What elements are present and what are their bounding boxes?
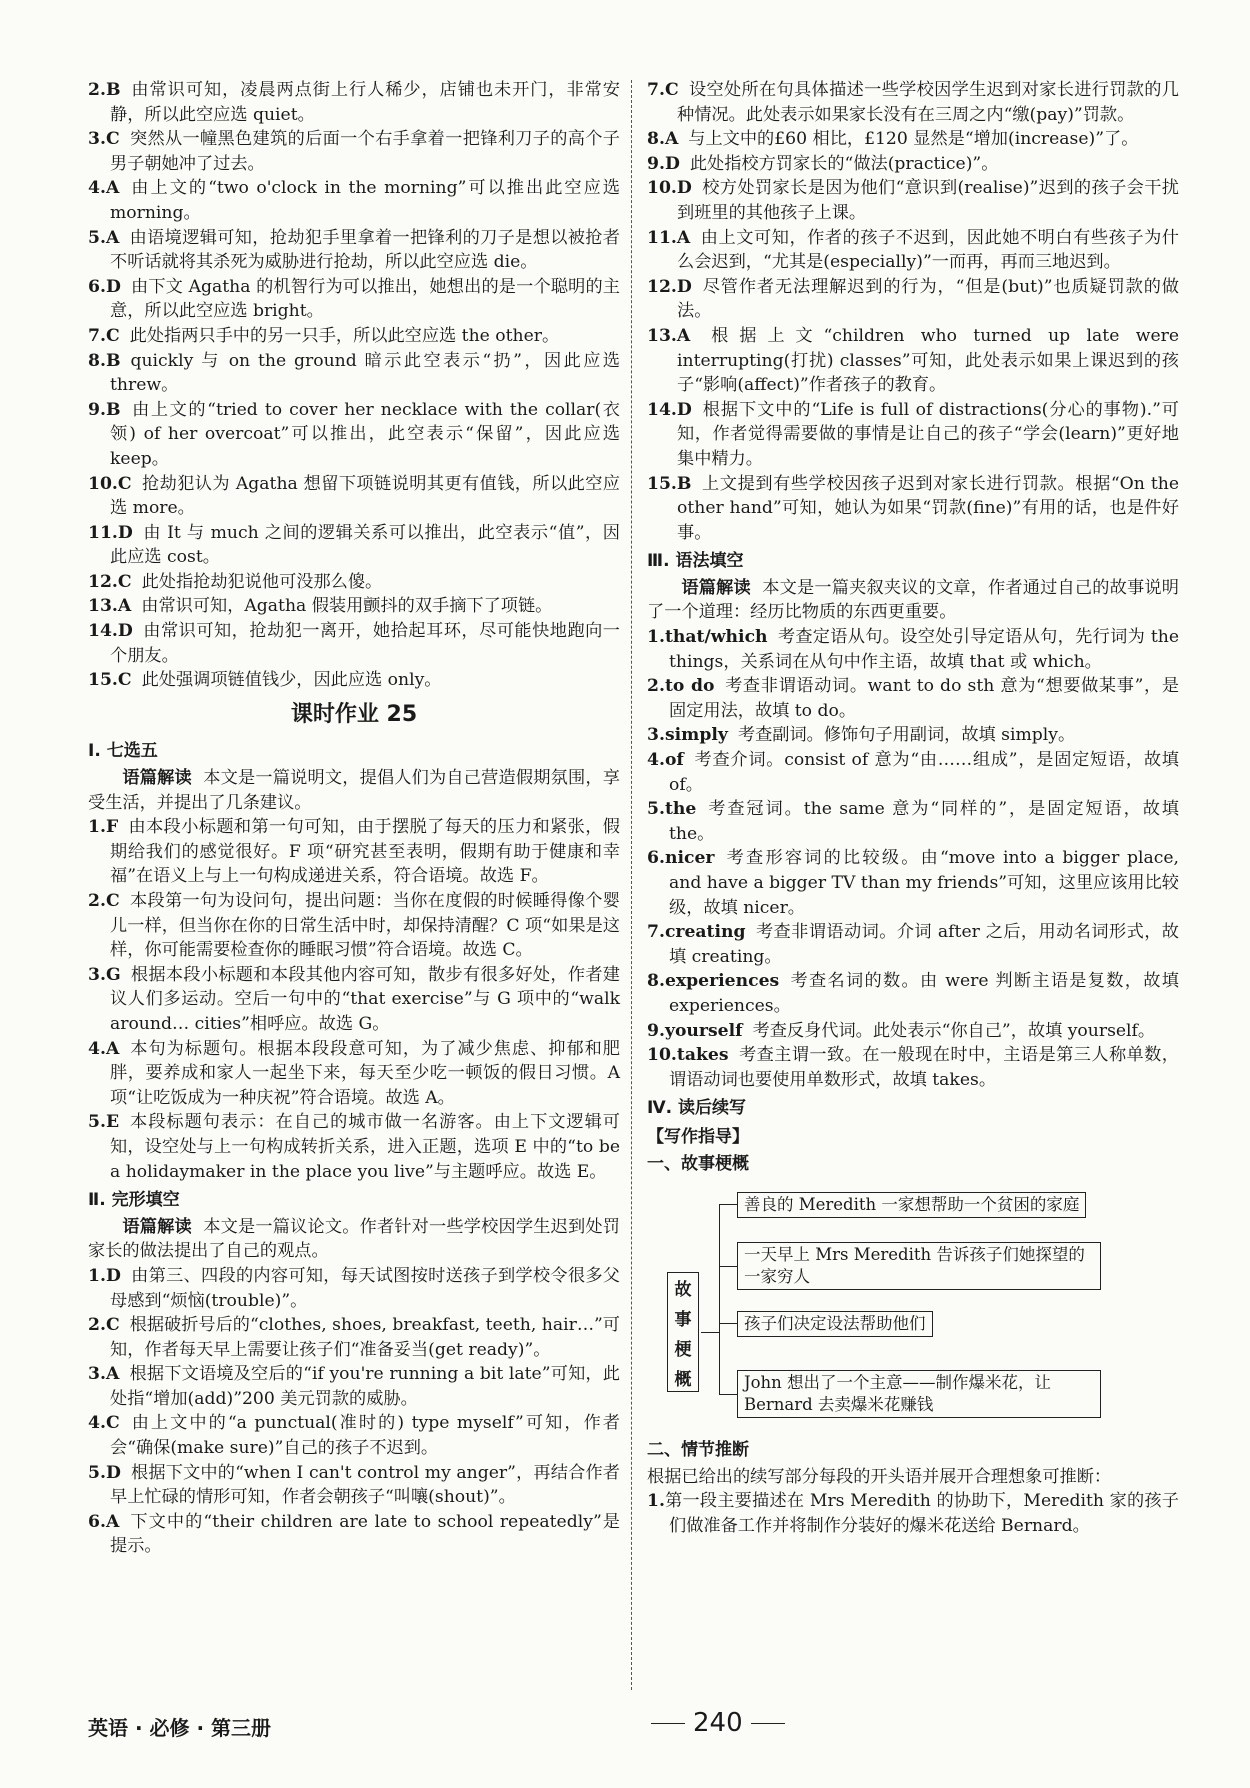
- item-number: 13.: [647, 325, 677, 346]
- item-number: 2.: [647, 676, 665, 697]
- item-answer: of: [664, 750, 684, 771]
- item-number: 6.: [88, 1511, 106, 1532]
- answer-item: [647, 1019, 1179, 1044]
- answer-item: [88, 78, 620, 127]
- answer-item: [647, 1489, 1179, 1538]
- item-explanation: 此处指两只手中的另一只手，所以此空应选 the other。: [129, 325, 560, 346]
- item-number: 10.: [647, 1045, 677, 1066]
- item-answer: A: [105, 1038, 120, 1059]
- item-explanation: 由常识可知，抢劫犯一离开，她拾起耳环，尽可能快地跑向一个朋友。: [110, 621, 620, 666]
- item-explanation: 由常识可知，凌晨两点街上行人稀少，店铺也未开门，非常安静，所以此空应选 quiet。: [110, 80, 620, 125]
- answer-item: [88, 324, 620, 349]
- page-footer: [88, 1708, 1178, 1748]
- item-answer: D: [676, 178, 692, 199]
- item-number: 8.: [647, 129, 665, 150]
- answer-item: [88, 275, 620, 324]
- section-1-answers: [88, 815, 620, 1184]
- item-number: 12.: [647, 276, 677, 297]
- item-answer: B: [105, 399, 121, 420]
- item-explanation: 由 It 与 much 之间的逻辑关系可以推出，此空表示“值”，因此应选 cost。: [110, 522, 620, 568]
- answer-item: [647, 398, 1179, 472]
- item-answer: A: [664, 129, 679, 150]
- item-number: 2.: [88, 1315, 106, 1336]
- answer-item: [88, 1411, 620, 1460]
- item-answer: C: [105, 325, 120, 346]
- answer-item: [88, 472, 620, 521]
- section-2-passage: [88, 1215, 620, 1264]
- item-number: 3.: [88, 1364, 106, 1385]
- passage-label: 语篇解读: [681, 577, 751, 598]
- item-explanation: 由第三、四段的内容可知，每天试图按时送孩子到学校令很多父母感到“烦恼(trouble)”。: [110, 1265, 620, 1311]
- item-explanation: 考查介词。consist of 意为“由……组成”，是固定短语，故填 of。: [669, 750, 1179, 795]
- answer-item: [88, 127, 620, 176]
- item-answer: nicer: [664, 848, 715, 869]
- item-number: 11.: [88, 522, 118, 543]
- item-explanation: 由本段小标题和第一句可知，由于摆脱了每天的压力和紧张，假期给我们的感觉很好。F 项“研究甚至表明，假期有助于健康和幸福”在语义上与上一句构成递进关系，符合语境。故选 F。: [110, 817, 620, 887]
- item-answer: D: [676, 276, 692, 297]
- answer-item: [647, 176, 1179, 225]
- item-answer: to do: [664, 676, 715, 697]
- item-explanation: 此处指抢劫犯说他可没那么傻。: [141, 571, 383, 592]
- item-answer: B: [676, 473, 692, 494]
- item-explanation: 本句为标题句。根据本段段意可知，为了减少焦虑、抑郁和肥胖，要养成和家人一起坐下来，每天至少吃一顿饭的假日习惯。A 项“让吃饭成为一种庆祝”符合语境。故选 A。: [110, 1038, 620, 1108]
- item-answer: D: [664, 153, 680, 174]
- item-answer: simply: [664, 725, 728, 746]
- item-answer: E: [105, 1112, 120, 1133]
- item-explanation: 由上文可知，作者的孩子不迟到，因此她不明白有些孩子为什么会迟到，“尤其是(especially)”一而再，再而三地迟到。: [677, 227, 1179, 273]
- item-answer: A: [117, 596, 132, 617]
- item-number: 1.: [647, 627, 665, 648]
- item-explanation: 由下文 Agatha 的机智行为可以推出，她想出的是一个聪明的主意，所以此空应选 bright。: [110, 276, 620, 322]
- item-number: 5.: [88, 227, 106, 248]
- item-explanation: 考查冠词。the same 意为“同样的”，是固定短语，故填 the。: [669, 799, 1179, 844]
- item-explanation: 考查非谓语动词。want to do sth 意为“想要做某事”，是固定用法，故填 to do。: [669, 676, 1180, 721]
- item-number: 15.: [647, 473, 677, 494]
- item-explanation: 由语境逻辑可知，抢劫犯手里拿着一把锋利的刀子是想以被抢者不听话就将其杀死为威胁进行抢劫，所以此空应选 die。: [110, 227, 620, 273]
- item-number: 4.: [88, 1413, 106, 1434]
- item-answer: C: [117, 670, 132, 691]
- plot-intro: 根据已给出的续写部分每段的开头语并展开合理想象可推断：: [647, 1466, 1112, 1487]
- item-number: 1.: [88, 1265, 106, 1286]
- column-divider: [631, 80, 632, 1690]
- item-number: 3.: [88, 964, 106, 985]
- answer-item: [88, 349, 620, 398]
- answer-item: [88, 1313, 620, 1362]
- item-answer: C: [105, 891, 120, 911]
- item-explanation: 考查反身代词。此处表示“你自己”，故填 yourself。: [752, 1020, 1156, 1041]
- answer-item: [88, 1362, 620, 1411]
- item-answer: takes: [676, 1045, 729, 1066]
- section-2-answers-right: [647, 78, 1179, 545]
- item-explanation: 考查定语从句。设空处引导定语从句，先行词为 the things，关系词在从句中作主语，故填 that 或 which。: [669, 627, 1179, 672]
- answer-item: [647, 969, 1179, 1018]
- answer-item: [88, 1037, 620, 1111]
- item-explanation: 由上文的“tried to cover her necklace with the collar(衣领) of her overcoat”可以推出，此空表示“保留”，因此应选 keep。: [110, 399, 620, 469]
- item-answer: B: [105, 350, 121, 371]
- item-explanation: 考查主谓一致。在一般现在时中，主语是第三人称单数，谓语动词也要使用单数形式，故填 takes。: [669, 1045, 1179, 1090]
- item-explanation: 根据破折号后的“clothes, shoes, breakfast, teeth, hair…”可知，作者每天早上需要让孩子们“准备妥当(get ready)”。: [110, 1315, 620, 1360]
- section-3-passage: [647, 576, 1179, 625]
- passage-text: 本文是一篇说明文，提倡人们为自己营造假期氛围，享受生活，并提出了几条建议。: [88, 768, 620, 813]
- item-answer: the: [664, 799, 697, 820]
- item-explanation: 由上文中的“a punctual(准时的) type myself”可知，作者会“确保(make sure)”自己的孩子不迟到。: [110, 1413, 620, 1459]
- item-number: 7.: [88, 325, 106, 346]
- answer-item: [88, 176, 620, 225]
- item-answer: D: [117, 621, 133, 642]
- item-explanation: 考查副词。修饰句子用副词，故填 simply。: [737, 725, 1076, 746]
- page-dash: [651, 1723, 685, 1724]
- item-answer: C: [664, 80, 679, 100]
- answer-item: [647, 1043, 1179, 1092]
- section-1-title: Ⅰ. 七选五: [88, 741, 158, 762]
- item-number: 10.: [88, 473, 118, 494]
- answer-item: [88, 521, 620, 570]
- item-answer: that/which: [664, 627, 768, 648]
- right-column: [647, 78, 1179, 1539]
- item-answer: C: [117, 571, 132, 592]
- item-number: 1.: [88, 817, 106, 838]
- answer-item: [88, 815, 620, 889]
- item-explanation: 本段第一句为设问句，提出问题：当你在度假的时候睡得像个婴儿一样，但当你在你的日常生活中时，却保持清醒？C 项“如果是这样，你可能需要检查你的睡眠习惯”符合语境。故选 C。: [110, 891, 620, 961]
- item-explanation: 上文提到有些学校因孩子迟到对家长进行罚款。根据“On the other hand”可知，她认为如果“罚款(fine)”有用的话，也是件好事。: [677, 473, 1179, 543]
- item-answer: G: [105, 964, 121, 985]
- item-answer: C: [105, 129, 120, 150]
- item-number: 9.: [88, 399, 106, 420]
- item-explanation: 根据下文语境及空后的“if you're running a bit late”可知，此处指“增加(add)”200 美元罚款的威胁。: [110, 1364, 620, 1409]
- outline-branch: [719, 1394, 737, 1395]
- story-outline-diagram: [647, 1182, 1179, 1432]
- item-explanation: 考查非谓语动词。介词 after 之后，用动名词形式，故填 creating。: [669, 922, 1179, 967]
- item-explanation: 此处指校方罚家长的“做法(practice)”。: [689, 153, 999, 174]
- answer-item: [88, 1110, 620, 1184]
- answer-item: [88, 570, 620, 595]
- item-answer: B: [105, 80, 121, 100]
- item-answer: A: [105, 178, 120, 199]
- answer-item: [647, 846, 1179, 920]
- item-explanation: 由常识可知，Agatha 假装用颤抖的双手摘下了项链。: [141, 596, 553, 617]
- answer-item: [88, 668, 620, 693]
- outline-box-4: John 想出了一个主意——制作爆米花，让 Bernard 去卖爆米花赚钱: [737, 1370, 1101, 1418]
- item-number: 2.: [88, 80, 106, 100]
- answer-item: [88, 1510, 620, 1559]
- answer-item: [647, 127, 1179, 152]
- item-explanation: 抢劫犯认为 Agatha 想留下项链说明其更有值钱，所以此空应选 more。: [110, 473, 620, 519]
- page-dash: [751, 1723, 785, 1724]
- passage-label: 语篇解读: [122, 1216, 192, 1237]
- writing-guide-heading: 【写作指导】: [647, 1126, 749, 1147]
- item-number: 9.: [647, 1020, 665, 1041]
- answer-item: [88, 594, 620, 619]
- answer-item: [88, 226, 620, 275]
- answer-item: [647, 748, 1179, 797]
- answer-item: [88, 1461, 620, 1510]
- item-answer: D: [105, 1462, 121, 1483]
- outline-box-3: 孩子们决定设法帮助他们: [737, 1311, 933, 1337]
- section-4-title: Ⅳ. 读后续写: [647, 1098, 747, 1119]
- answer-item: [647, 226, 1179, 275]
- item-number: 7.: [647, 80, 665, 100]
- outline-box-1: 善良的 Meredith 一家想帮助一个贫困的家庭: [737, 1192, 1086, 1218]
- item-answer: A: [676, 227, 691, 248]
- item-number: 12.: [88, 571, 118, 592]
- plot-title: 二、情节推断: [647, 1440, 749, 1461]
- item-answer: creating: [664, 922, 746, 943]
- cloze-answers-prev: [88, 78, 620, 693]
- item-number: 7.: [647, 922, 665, 943]
- item-explanation: 根据下文中的“when I can't control my anger”，再结合作者早上忙碌的情形可知，作者会朝孩子“叫嚷(shout)”。: [110, 1462, 620, 1508]
- answer-item: [647, 625, 1179, 674]
- item-number: 13.: [88, 596, 118, 617]
- passage-label: 语篇解读: [122, 768, 192, 789]
- item-number: 3.: [88, 129, 106, 150]
- item-number: 9.: [647, 153, 665, 174]
- item-number: 15.: [88, 670, 118, 691]
- item-number: 11.: [647, 227, 677, 248]
- answer-item: [88, 619, 620, 668]
- lesson-title: 课时作业 25: [290, 701, 418, 727]
- item-explanation: 本段标题句表示：在自己的城市做一名游客。由上下文逻辑可知，设空处与上一句构成转折关系，进入正题，选项 E 中的“to be a holidaymaker in the place you live”与主题呼应。故选 E。: [110, 1112, 620, 1182]
- item-answer: experiences: [664, 971, 780, 992]
- outline-title: 一、故事梗概: [647, 1153, 749, 1174]
- item-number: 4.: [647, 750, 665, 771]
- item-explanation: 尽管作者无法理解迟到的行为，“但是(but)”也质疑罚款的做法。: [677, 276, 1179, 322]
- item-explanation: 考查形容词的比较级。由“move into a bigger place, and have a bigger TV than my friends”可知，这里应该用比较级，故填 nicer。: [669, 848, 1179, 918]
- item-explanation: 与上文中的£60 相比，£120 显然是“增加(increase)”了。: [688, 129, 1139, 150]
- item-number: 2.: [88, 891, 106, 911]
- left-column: [88, 78, 620, 1559]
- answer-item: [88, 1264, 620, 1313]
- section-2-title: Ⅱ. 完形填空: [88, 1190, 180, 1211]
- item-number: 3.: [647, 725, 665, 746]
- item-number: 4.: [88, 1038, 106, 1059]
- item-explanation: 根据下文中的“Life is full of distractions(分心的事物).”可知，作者觉得需要做的事情是让自己的孩子“学会(learn)”更好地集中精力。: [677, 399, 1179, 469]
- answer-item: [647, 797, 1179, 846]
- page-number-text: 240: [693, 1708, 743, 1738]
- item-explanation: 根据本段小标题和本段其他内容可知，散步有很多好处，作者建议人们多运动。空后一句中的“that exercise”与 G 项中的“walk around… cities”相呼应。故选 G。: [110, 964, 620, 1034]
- plot-items: [647, 1489, 1179, 1538]
- item-number: 14.: [647, 399, 677, 420]
- outline-trunk: [719, 1204, 720, 1394]
- item-explanation: 第一段主要描述在 Mrs Meredith 的协助下，Meredith 家的孩子们做准备工作并将制作分装好的爆米花送给 Bernard。: [664, 1491, 1179, 1536]
- item-answer: A: [105, 1364, 120, 1385]
- passage-text: 本文是一篇夹叙夹议的文章，作者通过自己的故事说明了一个道理：经历比物质的东西更重要。: [647, 577, 1179, 623]
- answer-item: [647, 723, 1179, 748]
- item-number: 5.: [88, 1112, 106, 1133]
- answer-item: [647, 275, 1179, 324]
- section-3-answers: [647, 625, 1179, 1092]
- item-answer: A: [676, 325, 691, 346]
- item-explanation: 根据上文“children who turned up late were interrupting(打扰) classes”可知，此处表示如果上课迟到的孩子“影响(affect)”作者孩子的教育。: [677, 325, 1179, 396]
- item-explanation: 设空处所在句具体描述一些学校因学生迟到对家长进行罚款的几种情况。此处表示如果家长没有在三周之内“缴(pay)”罚款。: [677, 80, 1179, 125]
- outline-label: 故 事 梗 概: [667, 1272, 699, 1392]
- outline-branch: [719, 1204, 737, 1205]
- item-answer: yourself: [664, 1020, 743, 1041]
- item-number: 6.: [88, 276, 106, 297]
- passage-text: 本文是一篇议论文。作者针对一些学校因学生迟到处罚家长的做法提出了自己的观点。: [88, 1216, 620, 1262]
- item-explanation: 由上文的“two o'clock in the morning”可以推出此空应选 morning。: [110, 178, 620, 223]
- item-answer: D: [117, 522, 133, 543]
- item-explanation: 考查名词的数。由 were 判断主语是复数，故填 experiences。: [669, 971, 1179, 1016]
- item-answer: D: [105, 1265, 121, 1286]
- outline-connector: [701, 1332, 719, 1333]
- item-explanation: quickly 与 on the ground 暗示此空表示“扔”，因此应选 threw。: [110, 350, 620, 396]
- section-3-title: Ⅲ. 语法填空: [647, 551, 744, 572]
- item-number: 5.: [647, 799, 665, 820]
- item-explanation: 校方处罚家长是因为他们“意识到(realise)”迟到的孩子会干扰到班里的其他孩子上课。: [677, 178, 1179, 223]
- item-number: 10.: [647, 178, 677, 199]
- item-number: 6.: [647, 848, 665, 869]
- item-explanation: 突然从一幢黑色建筑的后面一个右手拿着一把锋利刀子的高个子男子朝她冲了过去。: [110, 129, 620, 174]
- item-explanation: 下文中的“their children are late to school repeatedly”是提示。: [110, 1511, 620, 1557]
- item-answer: A: [105, 227, 120, 248]
- item-answer: C: [105, 1413, 120, 1434]
- item-number: 14.: [88, 621, 118, 642]
- answer-item: [647, 152, 1179, 177]
- item-answer: A: [105, 1511, 120, 1532]
- item-answer: C: [117, 473, 132, 494]
- item-number: 5.: [88, 1462, 106, 1483]
- item-answer: F: [105, 817, 119, 838]
- answer-item: [88, 889, 620, 963]
- item-explanation: 此处强调项链值钱少，因此应选 only。: [141, 670, 442, 691]
- answer-item: [647, 674, 1179, 723]
- item-answer: D: [105, 276, 121, 297]
- outline-branch: [719, 1323, 737, 1324]
- item-number: 8.: [88, 350, 106, 371]
- section-2-answers-left: [88, 1264, 620, 1559]
- book-title: 英语 · 必修 · 第三册: [88, 1716, 272, 1740]
- answer-item: [88, 963, 620, 1037]
- outline-box-2: 一天早上 Mrs Meredith 告诉孩子们她探望的一家穷人: [737, 1242, 1101, 1290]
- item-number: 1.: [647, 1491, 665, 1512]
- outline-branch: [719, 1266, 737, 1267]
- answer-item: [647, 324, 1179, 398]
- item-answer: D: [676, 399, 692, 420]
- answer-item: [88, 398, 620, 472]
- page-number: [643, 1708, 793, 1738]
- answer-item: [647, 920, 1179, 969]
- answer-item: [647, 472, 1179, 546]
- item-number: 4.: [88, 178, 106, 199]
- item-answer: C: [105, 1315, 120, 1336]
- item-number: 8.: [647, 971, 665, 992]
- section-1-passage: [88, 766, 620, 815]
- answer-item: [647, 78, 1179, 127]
